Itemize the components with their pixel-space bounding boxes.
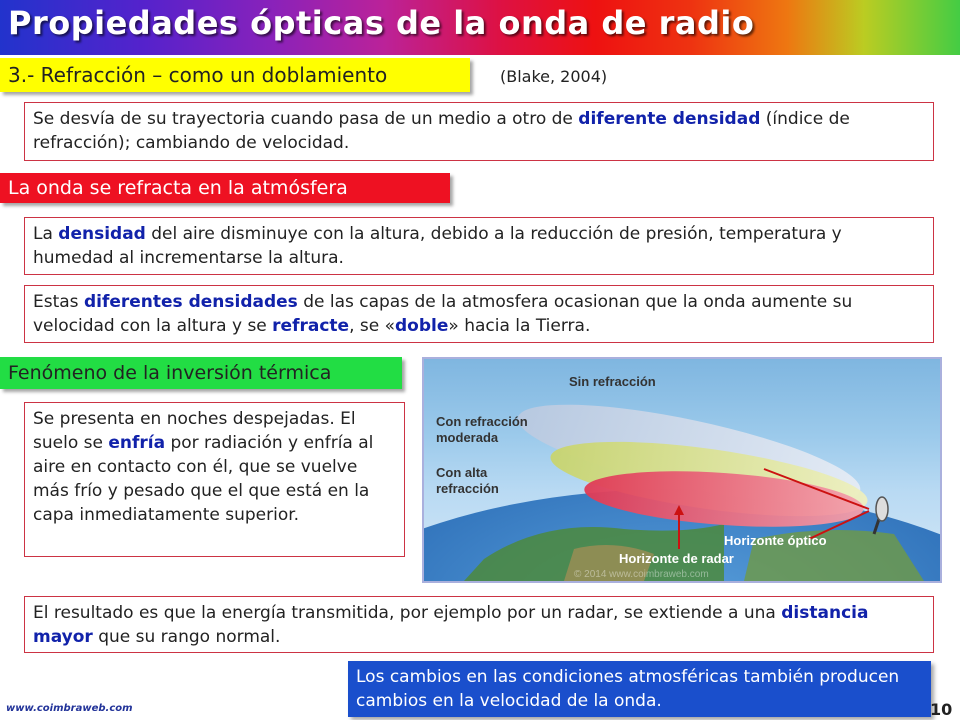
slide-title: Propiedades ópticas de la onda de radio [8, 4, 755, 42]
box4-text-1: Se presenta en noches despejadas. El suelo se [33, 409, 356, 453]
box-thermal-inversion [24, 402, 405, 557]
label-moderate-2: moderada [436, 430, 499, 445]
watermark: © 2014 www.coimbraweb.com [574, 569, 709, 580]
box3-text-1: Estas [33, 292, 84, 312]
box4-text-2: por radiación y enfría al aire en contacto con él, que se vuelve más frío y pesado que el que está en la capa inmediatamente superior. [33, 433, 374, 525]
label-moderate-1: Con refracción [436, 414, 528, 429]
box2-text-1: La [33, 224, 59, 244]
reference-citation: (Blake, 2004) [500, 67, 608, 86]
page-number: 10 [930, 700, 953, 719]
refraction-diagram [422, 357, 942, 583]
box5-text-2: que su rango normal. [92, 627, 281, 647]
section-label: 3.- Refracción – como un doblamiento [0, 58, 470, 92]
box5-text-1: El resultado es que la energía transmitida, por ejemplo por un radar, se extiende a una [33, 603, 782, 623]
box-air-density [24, 217, 934, 275]
box1-text-2: (índice de refracción); cambiando de velocidad. [33, 109, 850, 153]
title-bar [0, 0, 960, 55]
box-layer-densities [24, 285, 934, 343]
box2-text-2: del aire disminuye con la altura, debido a la reducción de presión, temperatura y humedad al incrementarse la altura. [33, 224, 842, 268]
box3-text-3: , se « [349, 316, 396, 336]
box5-highlight: distancia mayor [33, 603, 869, 647]
conclusion-box: Los cambios en las condiciones atmosféricas también producen cambios en la velocidad de la onda. [348, 661, 931, 717]
label-no-refraction: Sin refracción [569, 374, 656, 389]
box2-highlight: densidad [58, 224, 146, 244]
refraction-diagram-svg [424, 359, 940, 581]
box3-highlight-1: diferentes densidades [83, 292, 298, 312]
box3-text-4: » hacia la Tierra. [448, 316, 591, 336]
box3-highlight-3: doble [395, 316, 449, 336]
box1-highlight: diferente densidad [578, 109, 761, 129]
label-high-2: refracción [436, 481, 499, 496]
thermal-inversion-label: Fenómeno de la inversión térmica [0, 357, 402, 389]
box1-text-1: Se desvía de su trayectoria cuando pasa de un medio a otro de [33, 109, 579, 129]
label-optical-horizon: Horizonte óptico [724, 533, 827, 548]
atmosphere-label: La onda se refracta en la atmósfera [0, 173, 450, 203]
box3-highlight-2: refracte [272, 316, 350, 336]
box3-text-2: de las capas de la atmosfera ocasionan que la onda aumente su velocidad con la altura y se [33, 292, 853, 336]
box-result [24, 596, 934, 653]
box4-highlight: enfría [108, 433, 166, 453]
footer-url[interactable]: www.coimbraweb.com [6, 703, 133, 714]
box-refraction-definition [24, 102, 934, 161]
label-high-1: Con alta [436, 465, 488, 480]
label-radar-horizon: Horizonte de radar [619, 551, 734, 566]
